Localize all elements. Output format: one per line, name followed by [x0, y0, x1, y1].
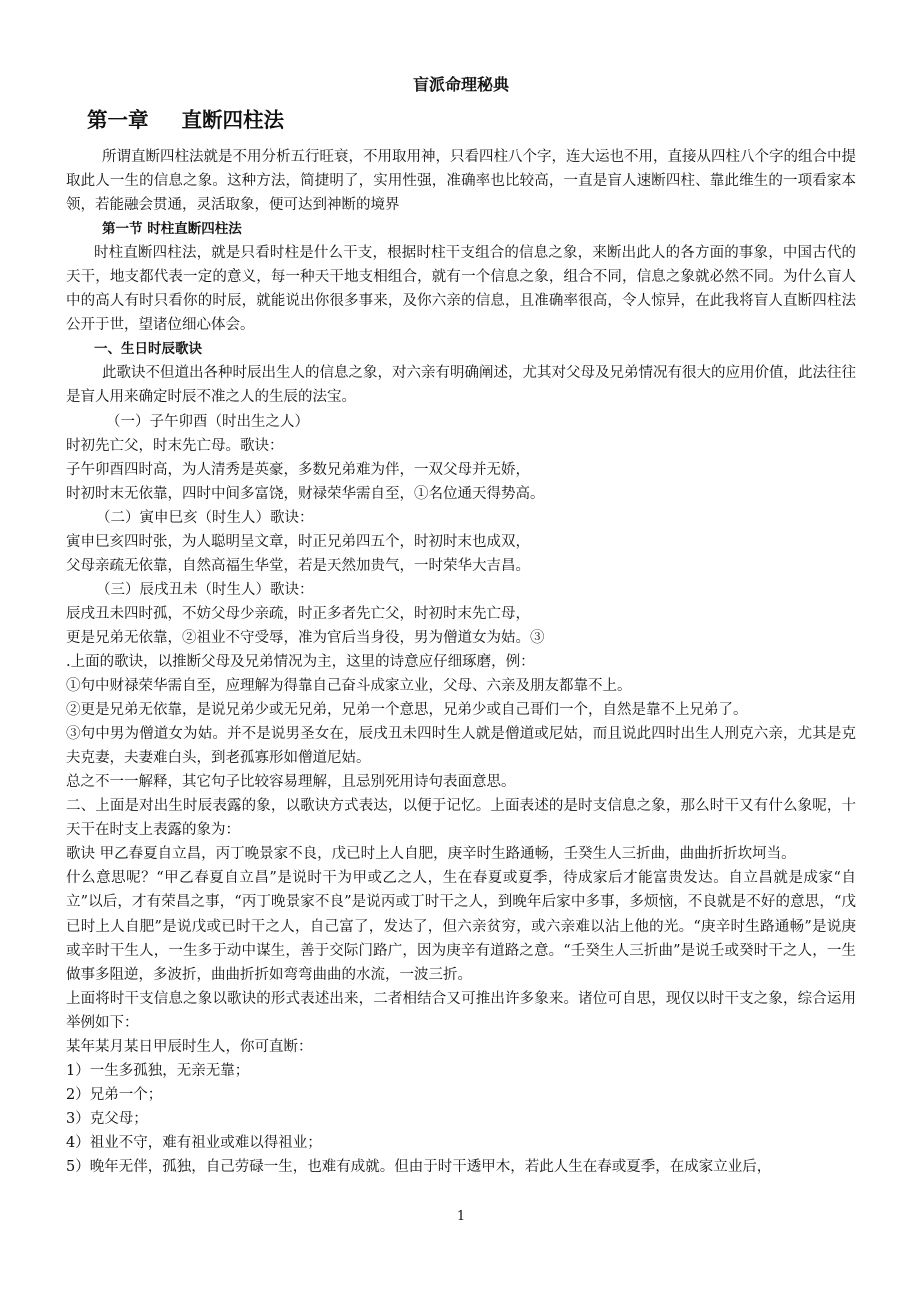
document-title: 盲派命理秘典	[412, 75, 509, 94]
paragraph: 二、上面是对出生时辰表露的象，以歌诀方式表达，以便于记忆。上面表述的是时支信息之象，那么时干又有什么象呢，十天干在时支上表露的象为：	[66, 798, 856, 839]
section-heading: 第一节 时柱直断四柱法	[102, 221, 242, 238]
paragraph: 总之不一一解释，其它句子比较容易理解，且忌别死用诗句表面意思。	[66, 774, 516, 791]
verse-line: 更是兄弟无依靠，②祖业不守受辱，准为官后当身役，男为僧道女为姑。③	[66, 629, 545, 646]
paragraph: 歌诀 甲乙春夏自立昌，丙丁晚景家不良，戊已时上人自肥，庚辛时生路通畅，壬癸生人三折曲，曲曲折折坎坷当。	[66, 846, 796, 863]
verse-line: 子午卯酉四时高，为人清秀是英豪，多数兄弟难为伴，一双父母并无娇，	[66, 461, 530, 478]
paragraph: ①句中财禄荣华需自至，应理解为得靠自己奋斗成家立业，父母、六亲及朋友都靠不上。	[66, 678, 632, 695]
chapter-heading	[87, 106, 284, 134]
paragraph: 此歌诀不但道出各种时辰出生人的信息之象，对六亲有明确阐述，尤其对父母及兄弟情况有很大的应用价值，此法往往是盲人用来确定时辰不准之人的生辰的法宝。	[66, 365, 856, 406]
subsection-heading: 一、生日时辰歌诀	[94, 341, 202, 358]
list-item: 3）克父母；	[66, 1110, 148, 1127]
paragraph: 什么意思呢？“甲乙春夏自立昌”是说时干为甲或乙之人，生在春夏或夏季，待成家后才能富贵发达。自立昌就是成家“自立”以后，才有荣昌之事，“丙丁晚景家不良”是说丙或丁时干之人，到晚年后家中多事，多烦恼，不良就是不好的意思，“戊已时上人自肥”是说戊或已时干之人，自己富了，发达了，但六亲贫穷，或六亲难以沾上他的光。“庚辛时生路通畅”是说庚或辛时干生人，一生多于动中谋生，善于交际门路广，因为庚辛有道路之意。“壬癸生人三折曲”是说壬或癸时干之人，一生做事多阻逆，多波折，曲曲折折如弯弯曲曲的水流，一波三折。	[66, 870, 856, 983]
verse-line: 父母亲疏无依靠，自然高福生华堂，若是天然加贵气，一时荣华大吉昌。	[66, 557, 530, 574]
paragraph: 上面将时干支信息之象以歌诀的形式表述出来，二者相结合又可推出许多象来。诸位可自思，现仅以时干支之象，综合运用举例如下：	[66, 990, 856, 1031]
list-item: 2）兄弟一个；	[66, 1086, 163, 1103]
paragraph: 时初先亡父，时末先亡母。歌诀：	[66, 437, 284, 454]
chapter-number: 第一章	[87, 108, 149, 132]
list-item: 1）一生多孤独，无亲无靠；	[66, 1062, 250, 1079]
paragraph: 某年某月某日甲辰时生人，你可直断：	[66, 1038, 313, 1055]
verse-heading: （二）寅申巳亥（时生人）歌诀：	[96, 509, 314, 526]
paragraph: .上面的歌诀，以推断父母及兄弟情况为主，这里的诗意应仔细琢磨，例：	[66, 653, 535, 670]
verse-line: 辰戌丑未四时孤，不妨父母少亲疏，时正多者先亡父，时初时末先亡母，	[66, 605, 530, 622]
paragraph: ③句中男为僧道女为姑。并不是说男圣女在，辰戌丑未四时生人就是僧道或尼姑，而且说此四时出生人刑克六亲，尤其是克夫克妻，夫妻难白头，到老孤寡形如僧道尼姑。	[66, 726, 856, 767]
verse-line: 时初时末无依靠，四时中间多富饶，财禄荣华需自至，①名位通天得势高。	[66, 485, 545, 502]
paragraph: 时柱直断四柱法，就是只看时柱是什么干支，根据时柱干支组合的信息之象，来断出此人的各方面的事象，中国古代的天干，地支都代表一定的意义，每一种天干地支相组合，就有一个信息之象，组合不同，信息之象就必然不同。为什么盲人中的高人有时只看你的时辰，就能说出你很多事来，及你六亲的信息，且准确率很高，令人惊异，在此我将盲人直断四柱法公开于世，望诸位细心体会。	[66, 245, 856, 334]
document-body	[66, 145, 856, 1179]
paragraph: ②更是兄弟无依靠，是说兄弟少或无兄弟，兄弟一个意思，兄弟少或自己哥们一个，自然是靠不上兄弟了。	[66, 702, 748, 719]
page-number: 1	[456, 1209, 466, 1224]
verse-heading: （三）辰戌丑未（时生人）歌诀：	[96, 581, 314, 598]
verse-heading: （一）子午卯酉（时出生之人）	[106, 413, 309, 430]
verse-line: 寅申巳亥四时张，为人聪明呈文章，时正兄弟四五个，时初时末也成双，	[66, 533, 530, 550]
list-item: 5）晚年无伴，孤独，自己劳碌一生，也难有成就。但由于时干透甲木，若此人生在春或夏季，在成家立业后，	[66, 1158, 772, 1175]
chapter-name: 直断四柱法	[181, 108, 284, 132]
paragraph: 所谓直断四柱法就是不用分析五行旺衰，不用取用神，只看四柱八个字，连大运也不用，直接从四柱八个字的组合中提取此人一生的信息之象。这种方法，简捷明了，实用性强，准确率也比较高，一直是盲人速断四柱、靠此维生的一项看家本领，若能融会贯通，灵活取象，便可达到神断的境界	[66, 149, 856, 214]
list-item: 4）祖业不守，难有祖业或难以得祖业；	[66, 1134, 322, 1151]
